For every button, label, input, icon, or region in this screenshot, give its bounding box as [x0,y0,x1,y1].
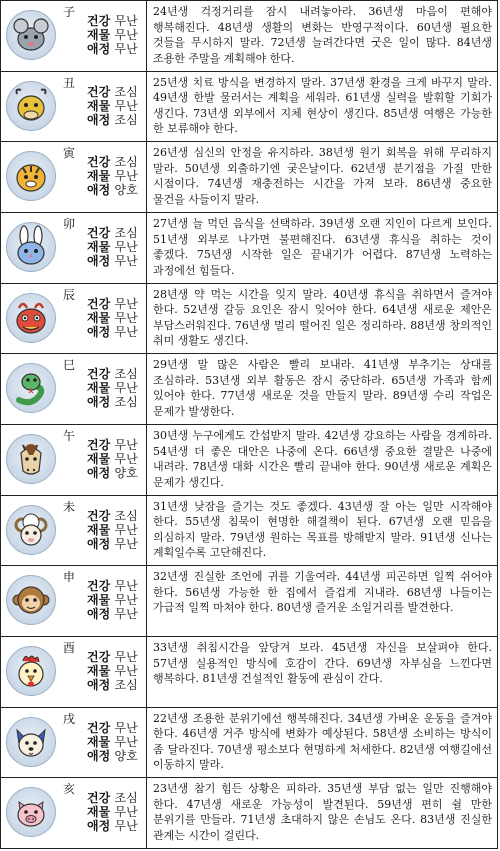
zodiac-hanja: 辰 [63,287,76,302]
zodiac-hanja: 寅 [63,146,76,161]
love-label: 애정 [87,42,111,56]
health-value: 조심 [114,508,138,523]
fortune-labels [87,155,138,197]
zodiac-cell [1,637,147,707]
rooster-icon [6,646,56,696]
health-value: 조심 [114,84,138,99]
zodiac-hanja: 戌 [63,711,76,726]
fortune-row-dragon [1,284,497,355]
fortune-text: 33년생 취침시간을 앞당겨 보라. 45년생 자신을 보살펴야 한다. 57년생 실용적인 방식에 호감이 간다. 69년생 자부심을 느낀다면 행복하다. 81년생 건설적인 활동에 관심이 간다. [153,641,492,686]
wealth-label: 재물 [87,381,111,396]
wealth-label: 재물 [87,98,111,113]
love-value: 조심 [114,678,138,693]
health-value: 조심 [114,226,138,241]
health-label: 건강 [87,226,111,241]
zodiac-cell [1,1,147,71]
wealth-value: 무난 [114,593,138,608]
health-label: 건강 [87,155,111,170]
wealth-label: 재물 [87,805,111,820]
fortune-row-rooster [1,637,497,708]
zodiac-hanja: 未 [63,499,76,514]
dog-icon [6,717,56,767]
fortune-text: 24년생 걱정거리를 잠시 내려놓아라. 36년생 마음이 편해야 행복해진다. 48년생 생활의 변화는 반영구적이다. 60년생 필요한 것들을 무시하지 말라. 72년생 늘려간다면 굿은 일이 많다. 84년생 조용한 주말을 계획해야 한다. [153,5,492,65]
zodiac-hanja: 亥 [63,782,76,797]
wealth-value: 무난 [114,98,138,113]
love-label: 애정 [87,819,111,834]
zodiac-hanja: 子 [63,5,76,19]
health-value: 무난 [114,296,138,311]
wealth-label: 재물 [87,28,111,42]
snake-icon [6,363,56,413]
health-label: 건강 [87,508,111,523]
ox-icon [6,81,56,131]
love-label: 애정 [87,112,111,127]
wealth-value: 무난 [114,310,138,325]
fortune-text: 28년생 약 먹는 시간을 잊지 말라. 40년생 휴식을 취하면서 즐겨야 한다. 52년생 갈등 요인은 잠시 잊어야 한다. 64년생 새로운 제안은 부담스러워진다. 76년생 멀리 떨어진 일은 정리하라. 88년생 창의적인 취미 생활도 생긴다. [153,287,492,348]
zodiac-cell [1,496,147,566]
fortune-text: 27년생 늘 먹던 음식을 선택하라. 39년생 오랜 지인이 다르게 보인다. 51년생 외부로 나가면 불편해진다. 63년생 휴식을 취하는 것이 좋겠다. 75년생 시작한 일은 끝내기가 어렵다. 87년생 노력하는 과정에선 힘들다. [153,217,492,277]
zodiac-cell [1,566,147,636]
health-value: 조심 [114,367,138,382]
health-value: 무난 [114,14,138,28]
fortune-labels [87,721,138,763]
love-label: 애정 [87,536,111,551]
fortune-row-monkey [1,566,497,637]
fortune-row-sheep [1,496,497,567]
wealth-value: 무난 [114,381,138,396]
wealth-label: 재물 [87,240,111,255]
health-label: 건강 [87,14,111,28]
zodiac-hanja: 午 [63,429,76,444]
wealth-label: 재물 [87,664,111,679]
love-value: 무난 [114,536,138,551]
wealth-label: 재물 [87,522,111,537]
wealth-label: 재물 [87,310,111,325]
love-label: 애정 [87,183,111,198]
rat-icon [6,10,56,60]
wealth-value: 무난 [114,805,138,820]
love-label: 애정 [87,324,111,339]
fortune-labels [87,14,138,56]
health-value: 조심 [114,791,138,806]
zodiac-cell [1,778,147,848]
love-value: 조심 [114,112,138,127]
love-value: 양호 [114,183,138,198]
love-label: 애정 [87,254,111,269]
wealth-value: 무난 [114,452,138,467]
love-label: 애정 [87,607,111,622]
wealth-value: 무난 [114,522,138,537]
fortune-row-dog [1,708,497,779]
monkey-icon [6,575,56,625]
health-label: 건강 [87,720,111,735]
fortune-row-ox [1,72,497,143]
health-value: 무난 [114,438,138,453]
love-value: 양호 [114,466,138,481]
wealth-label: 재물 [87,169,111,184]
fortune-row-tiger [1,142,497,213]
health-label: 건강 [87,579,111,594]
health-label: 건강 [87,650,111,665]
love-value: 양호 [114,748,138,763]
fortune-text: 22년생 조용한 분위기에선 행복해진다. 34년생 가벼운 운동을 즐겨야 한다. 46년생 거주 방식에 변화가 예상된다. 58년생 소비하는 방식이 좀 달라진다. 70년생 평소보다 현명하게 처세한다. 82년생 여행길에선 이동하지 말라. [153,711,492,772]
love-value: 무난 [114,819,138,834]
fortune-text: 29년생 말 많은 사람은 빨리 보내라. 41년생 부추기는 상대를 조심하라. 53년생 외부 활동은 잠시 중단하라. 65년생 가족과 함께 있어야 한다. 77년생 새로운 것을 만들지 말라. 89년생 수리 작업은 문제가 발생한다. [153,358,492,418]
wealth-value: 무난 [114,28,138,42]
zodiac-cell [1,354,147,424]
fortune-labels [87,226,138,268]
zodiac-hanja: 丑 [63,75,76,90]
love-value: 무난 [114,42,138,56]
health-value: 조심 [114,155,138,170]
health-label: 건강 [87,84,111,99]
love-value: 무난 [114,607,138,622]
zodiac-cell [1,284,147,354]
fortune-row-horse [1,425,497,496]
rabbit-icon [6,222,56,272]
wealth-value: 무난 [114,664,138,679]
fortune-labels [87,438,138,480]
zodiac-cell [1,708,147,778]
dragon-icon [6,293,56,343]
love-value: 무난 [114,324,138,339]
tiger-icon [6,151,56,201]
love-value: 무난 [114,254,138,269]
health-label: 건강 [87,367,111,382]
zodiac-cell [1,72,147,142]
fortune-row-rat [1,1,497,72]
love-value: 조심 [114,395,138,410]
pig-icon [6,787,56,837]
love-label: 애정 [87,395,111,410]
wealth-value: 무난 [114,240,138,255]
fortune-row-rabbit [1,213,497,284]
zodiac-cell [1,213,147,283]
fortune-labels [87,85,138,127]
fortune-row-snake [1,354,497,425]
love-label: 애정 [87,748,111,763]
fortune-labels [87,650,138,692]
zodiac-hanja: 申 [63,570,76,585]
wealth-value: 무난 [114,734,138,749]
fortune-labels [87,579,138,621]
fortune-text: 32년생 진실한 조언에 귀를 기울여라. 44년생 피곤하면 일찍 쉬어야 한다. 56년생 가능한 한 집에서 즐겁게 지내라. 68년생 나들이는 가급적 일찍 마쳐야 한다. 80년생 즐거운 소일거리를 발견한다. [153,570,492,615]
fortune-text: 30년생 누구에게도 간섭받지 말라. 42년생 강요하는 사람을 경계하라. 54년생 더 좋은 대안은 나중에 온다. 66년생 중요한 결말은 나중에 내려라. 78년생 대화 시간은 빨리 끝내야 한다. 90년생 새로운 계획은 문제가 생긴다. [153,429,492,489]
fortune-text: 31년생 낮잠을 즐기는 것도 좋겠다. 43년생 잘 아는 일만 시작해야 한다. 55년생 침묵이 현명한 해결책이 된다. 67년생 오랜 믿음을 의심하지 말라. 79년생 원하는 목표를 방해받지 말라. 91년생 신나는 계획일수록 고단해진다. [153,499,492,560]
zodiac-hanja: 酉 [63,641,76,656]
wealth-label: 재물 [87,452,111,467]
health-label: 건강 [87,438,111,453]
health-value: 무난 [114,650,138,665]
health-value: 무난 [114,720,138,735]
zodiac-cell [1,425,147,495]
zodiac-cell [1,142,147,212]
fortune-labels [87,297,138,339]
wealth-label: 재물 [87,734,111,749]
fortune-row-pig [1,778,497,848]
zodiac-hanja: 卯 [63,217,76,232]
fortune-text: 25년생 치료 방식을 변경하지 말라. 37년생 환경을 크게 바꾸지 말라. 49년생 한발 물러서는 계획을 세워라. 61년생 실력을 발휘할 기회가 생긴다. 73년생 외부에서 지체 현상이 생긴다. 85년생 여행은 가능한 한 보류해야 한다. [153,75,492,136]
health-label: 건강 [87,296,111,311]
fortune-text: 23년생 참기 힘든 상황은 피하라. 35년생 부담 없는 일만 진행해야 한다. 47년생 새로운 가능성이 발견된다. 59년생 편히 쉴 만한 분위기를 만들라. 71년생 초대하지 않은 손님도 온다. 83년생 진실한 관계는 시간이 걸린다. [153,782,492,842]
fortune-labels [87,791,138,833]
health-value: 무난 [114,579,138,594]
zodiac-hanja: 巳 [63,358,76,373]
horse-icon [6,434,56,484]
fortune-labels [87,509,138,551]
love-label: 애정 [87,678,111,693]
wealth-label: 재물 [87,593,111,608]
wealth-value: 무난 [114,169,138,184]
health-label: 건강 [87,791,111,806]
sheep-icon [6,505,56,555]
love-label: 애정 [87,466,111,481]
fortune-text: 26년생 심신의 안정을 유지하라. 38년생 원기 회복을 위해 무리하지 말라. 50년생 외출하기엔 궂은날이다. 62년생 분기점을 가질 만한 시점이다. 74년생 재충전하는 시간을 가져 보라. 86년생 중요한 물건을 사들이지 말라. [153,146,492,206]
fortune-labels [87,367,138,409]
